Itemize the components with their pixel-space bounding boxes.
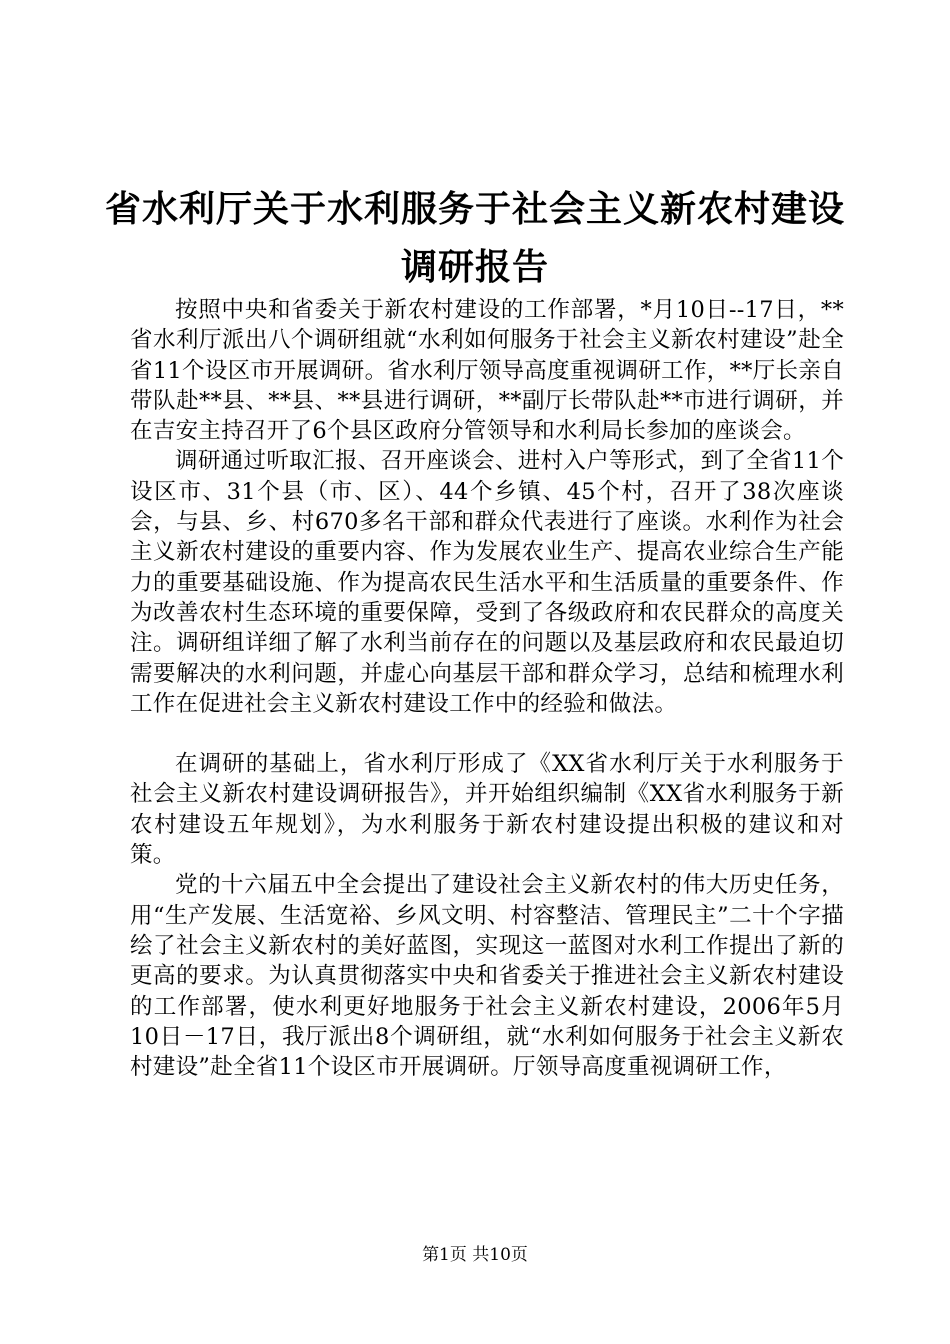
document-body bbox=[130, 295, 844, 1082]
paragraph-1: 按照中央和省委关于新农村建设的工作部署，*月10日--17日，**省水利厅派出八个调研组就“水利如何服务于社会主义新农村建设”赴全省11个设区市开展调研。省水利厅领导高度重视调研工作，**厅长亲自带队赴**县、**县、**县进行调研，**副厅长带队赴**市进行调研，并在吉安主持召开了6个县区政府分管领导和水利局长参加的座谈会。 bbox=[130, 297, 844, 445]
document-title-line-2: 调研报告 bbox=[400, 247, 549, 288]
paragraph-3: 在调研的基础上，省水利厅形成了《XX省水利厅关于水利服务于社会主义新农村建设调研报告》，并开始组织编制《XX省水利服务于新农村建设五年规划》，为水利服务于新农村建设提出积极的建议和对策。 bbox=[130, 751, 844, 869]
document-title-line-1: 省水利厅关于水利服务于社会主义新农村建设 bbox=[104, 189, 845, 230]
page-number-footer: 第1页 共10页 bbox=[422, 1245, 528, 1265]
paragraph-4: 党的十六届五中全会提出了建设社会主义新农村的伟大历史任务，用“生产发展、生活宽裕、乡风文明、村容整洁、管理民主”二十个字描绘了社会主义新农村的美好蓝图，实现这一蓝图对水利工作提出了新的更高的要求。为认真贯彻落实中央和省委关于推进社会主义新农村建设的工作部署，使水利更好地服务于社会主义新农村建设，2006年5月10日－17日，我厅派出8个调研组，就“水利如何服务于社会主义新农村建设”赴全省11个设区市开展调研。厅领导高度重视调研工作， bbox=[130, 872, 844, 1081]
paragraph-2: 调研通过听取汇报、召开座谈会、进村入户等形式，到了全省11个设区市、31个县（市、区）、44个乡镇、45个村，召开了38次座谈会，与县、乡、村670多名干部和群众代表进行了座谈。水利作为社会主义新农村建设的重要内容、作为发展农业生产、提高农业综合生产能力的重要基础设施、作为提高农民生活水平和生活质量的重要条件、作为改善农村生态环境的重要保障，受到了各级政府和农民群众的高度关注。调研组详细了解了水利当前存在的问题以及基层政府和农民最迫切需要解决的水利问题，并虚心向基层干部和群众学习，总结和梳理水利工作在促进社会主义新农村建设工作中的经验和做法。 bbox=[130, 448, 844, 717]
paragraph-gap bbox=[130, 719, 844, 749]
